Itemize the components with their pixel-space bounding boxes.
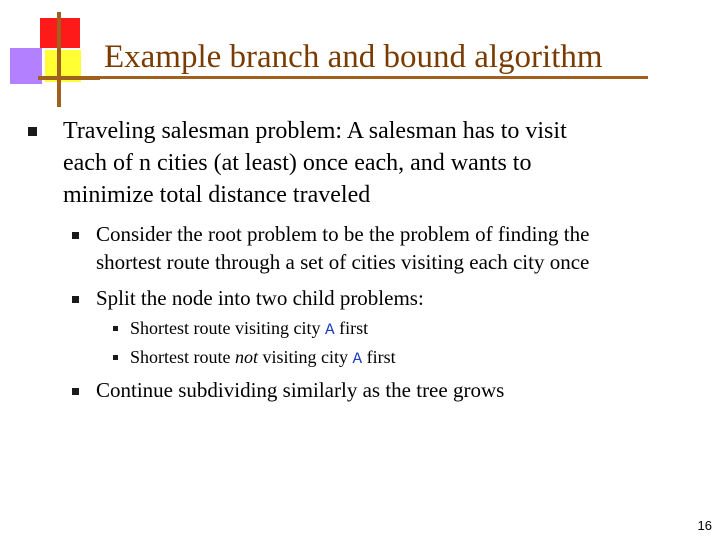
subsub2-before: Shortest route: [130, 347, 235, 367]
bullet1-line3: minimize total distance traveled: [63, 182, 371, 208]
subsub2-after: first: [362, 347, 396, 367]
bullet-level3: [113, 326, 118, 331]
city-a-code: A: [352, 350, 363, 368]
sub2-text: Split the node into two child problems:: [96, 286, 424, 310]
subsub1-text: [130, 317, 368, 341]
subsub2-text: [130, 346, 396, 370]
bullet1-line2: each of n cities (at least) once each, and wants to: [63, 150, 532, 176]
city-a-code: A: [325, 321, 335, 339]
page-number: 16: [697, 518, 712, 533]
bullet-level3: [113, 355, 118, 360]
title-underline: [100, 76, 648, 79]
sub1-line1: Consider the root problem to be the problem of finding the: [96, 222, 590, 246]
bullet-level2: [72, 388, 79, 395]
logo-horizontal-line: [38, 76, 100, 80]
sub1-line2: shortest route through a set of cities visiting each city once: [96, 250, 590, 274]
slide-title: Example branch and bound algorithm: [104, 39, 603, 75]
logo-vertical-line: [57, 12, 61, 107]
bullet-level1: [28, 127, 37, 136]
sub3-text: Continue subdividing similarly as the tree grows: [96, 378, 505, 402]
bullet1-line1: Traveling salesman problem: A salesman has to visit: [63, 118, 567, 144]
subsub2-middle: visiting city: [258, 347, 353, 367]
bullet-level2: [72, 296, 79, 303]
decorative-logo: [0, 0, 100, 110]
subsub1-after: first: [334, 318, 369, 338]
bullet-level2: [72, 232, 79, 239]
subsub2-emphasis: not: [235, 347, 259, 367]
subsub1-before: Shortest route visiting city: [130, 318, 325, 338]
